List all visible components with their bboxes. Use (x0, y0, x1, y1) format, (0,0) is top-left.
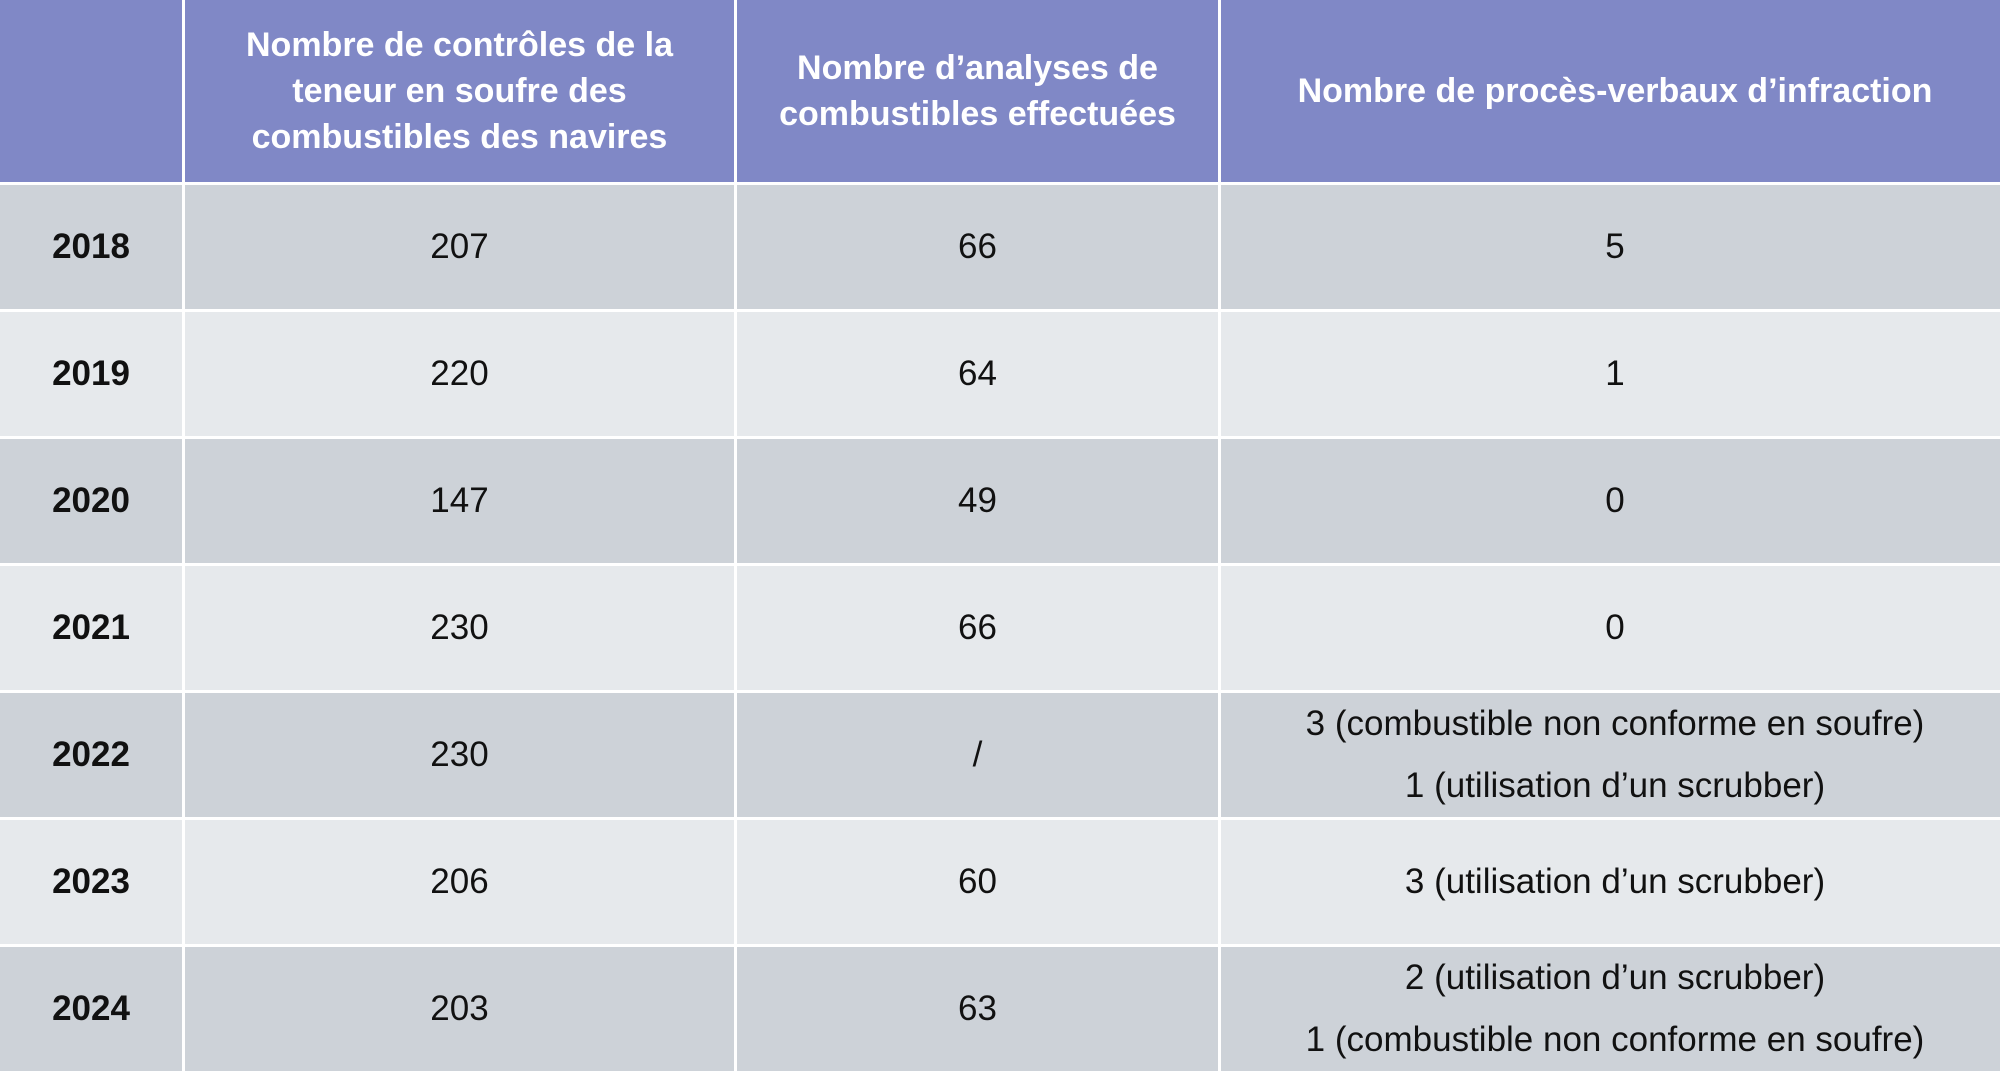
controles-cell: 147 (185, 439, 734, 563)
analyses-cell: 66 (737, 185, 1218, 309)
pv-cell (1221, 947, 2000, 1071)
analyses-cell: / (737, 693, 1218, 817)
analyses-cell: 64 (737, 312, 1218, 436)
controles-cell: 220 (185, 312, 734, 436)
controles-cell: 206 (185, 820, 734, 944)
header-line: teneur en soufre des (292, 72, 627, 110)
header-line: Nombre de procès-verbaux d’infraction (1297, 72, 1933, 110)
pv-line: 3 (combustible non conforme en soufre) (1305, 704, 1925, 743)
analyses-cell: 60 (737, 820, 1218, 944)
year-cell: 2021 (0, 566, 182, 690)
analyses-cell: 63 (737, 947, 1218, 1071)
pv-line: 1 (combustible non conforme en soufre) (1305, 1020, 1925, 1059)
pv-cell (1221, 566, 2000, 690)
year-cell: 2022 (0, 693, 182, 817)
pv-line: 1 (utilisation d’un scrubber) (1404, 766, 1826, 805)
pv-cell (1221, 185, 2000, 309)
header-line: combustibles effectuées (779, 95, 1176, 133)
pv-line: 2 (utilisation d’un scrubber) (1404, 958, 1826, 997)
header-line: Nombre d’analyses de (797, 49, 1158, 87)
controles-cell: 207 (185, 185, 734, 309)
analyses-cell: 66 (737, 566, 1218, 690)
year-cell: 2018 (0, 185, 182, 309)
header-line: Nombre de contrôles de la (246, 26, 673, 64)
pv-cell (1221, 312, 2000, 436)
pv-line: 3 (utilisation d’un scrubber) (1404, 862, 1826, 901)
year-cell: 2023 (0, 820, 182, 944)
controles-cell: 230 (185, 566, 734, 690)
year-cell: 2019 (0, 312, 182, 436)
pv-cell (1221, 820, 2000, 944)
pv-cell (1221, 693, 2000, 817)
header-cell-controles (185, 0, 734, 182)
year-cell: 2020 (0, 439, 182, 563)
controles-cell: 203 (185, 947, 734, 1071)
header-cell-proces-verbaux (1221, 0, 2000, 182)
header-cell-analyses (737, 0, 1218, 182)
analyses-cell: 49 (737, 439, 1218, 563)
controles-cell: 230 (185, 693, 734, 817)
year-cell: 2024 (0, 947, 182, 1071)
header-cell-empty (0, 0, 182, 182)
pv-line: 1 (1605, 354, 1625, 393)
pv-line: 0 (1605, 481, 1625, 520)
header-line: combustibles des navires (251, 118, 668, 156)
pv-line: 5 (1605, 227, 1625, 266)
pv-line: 0 (1605, 608, 1625, 647)
pv-cell (1221, 439, 2000, 563)
